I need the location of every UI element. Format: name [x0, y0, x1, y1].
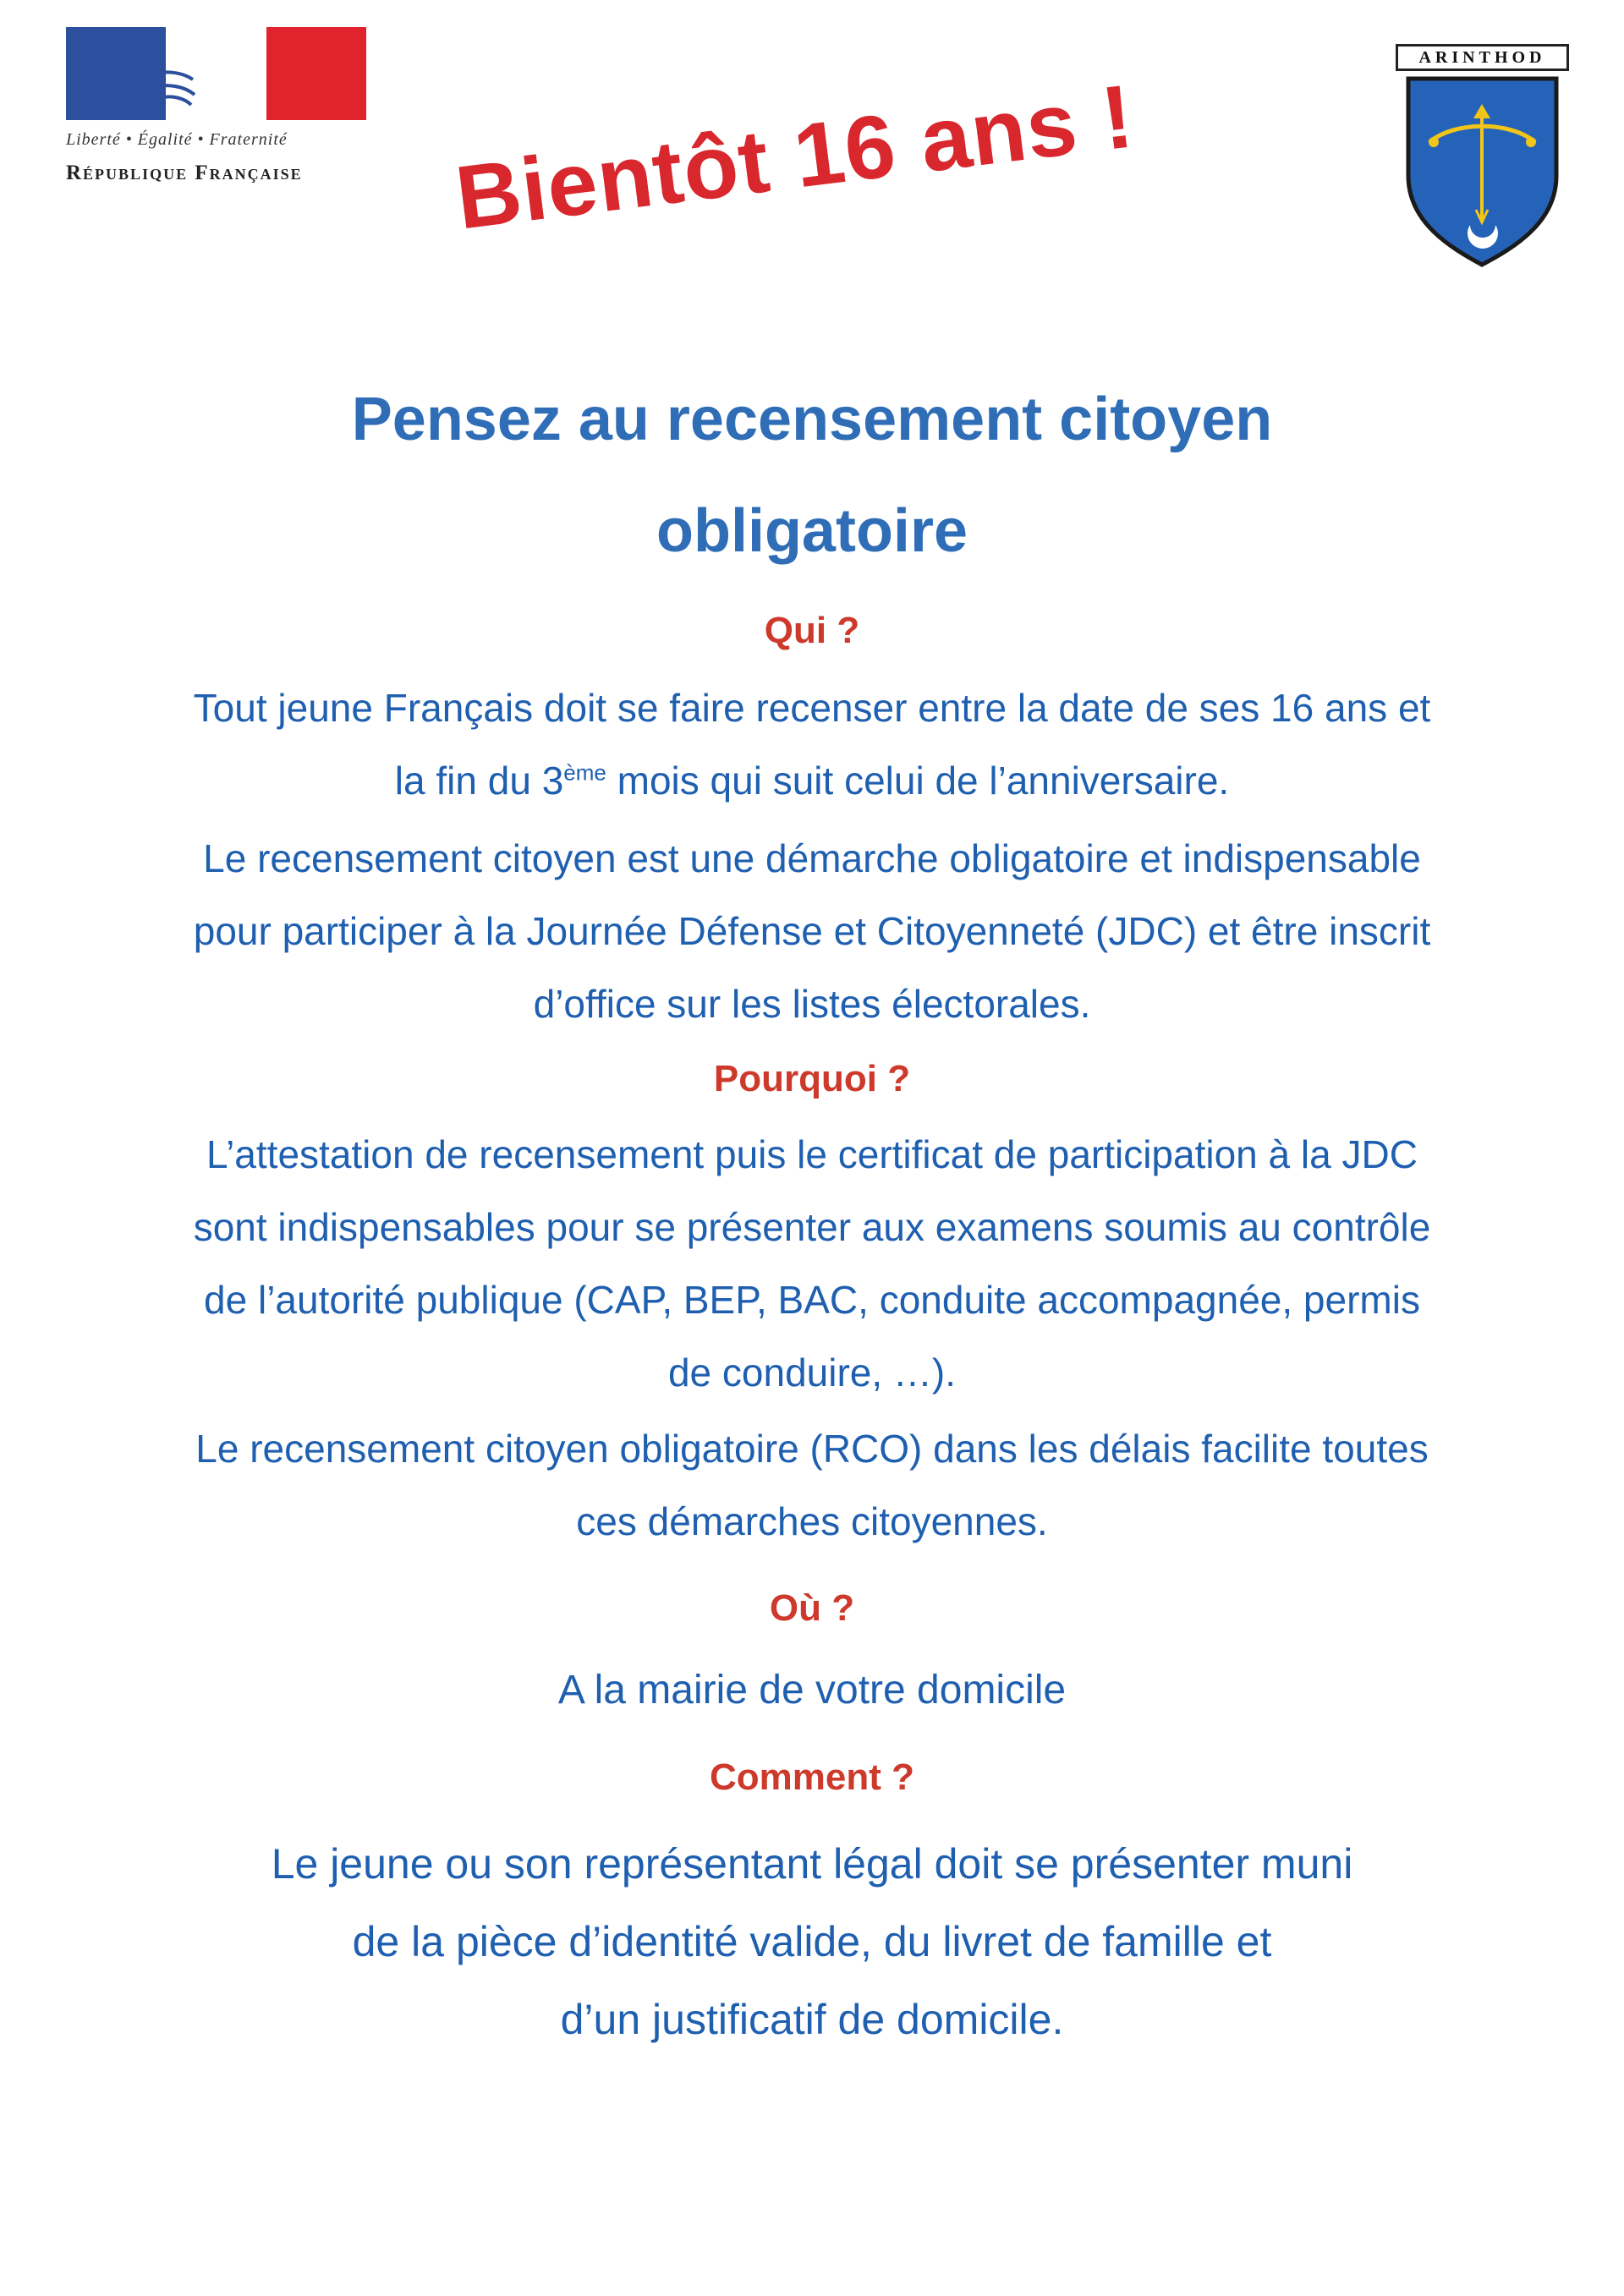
section-heading-qui: Qui ?	[764, 610, 860, 651]
section-heading-pourquoi: Pourquoi ?	[713, 1058, 911, 1099]
paragraph-ou: A la mairie de votre domicile	[557, 1668, 1067, 1712]
paragraph-line: de conduire, …).	[667, 1351, 957, 1395]
paragraph-pourquoi-2	[85, 1412, 1539, 1558]
paragraph-line: sont indispensables pour se présenter aux examens soumis au contrôle	[193, 1205, 1431, 1249]
arms-label: ARINTHOD	[1396, 44, 1569, 71]
paragraph-line: la fin du 3ème mois qui suit celui de l’anniversaire.	[394, 759, 1230, 803]
arinthod-coat-of-arms	[1396, 44, 1569, 269]
paragraph-line: Le recensement citoyen obligatoire (RCO) dans les délais facilite toutes	[195, 1427, 1429, 1471]
paragraph-qui-2	[85, 822, 1539, 1040]
paragraph-line: Le recensement citoyen est une démarche obligatoire et indispensable	[203, 836, 1421, 880]
headline: Bientôt 16 ans !	[450, 66, 1139, 249]
paragraph-line: de l’autorité publique (CAP, BEP, BAC, conduite accompagnée, permis	[204, 1278, 1420, 1322]
republique-francaise-logo	[66, 27, 370, 185]
main-content	[85, 364, 1539, 2058]
rf-name: République Française	[66, 162, 303, 184]
paragraph-line: de la pièce d’identité valide, du livret de famille et	[352, 1918, 1272, 1965]
paragraph-qui-1	[85, 671, 1539, 817]
title-line-2: obligatoire	[656, 497, 968, 565]
rf-motto: Liberté • Égalité • Fraternité	[66, 130, 288, 149]
paragraph-line: d’un justificatif de domicile.	[560, 1996, 1064, 2043]
paragraph-line: L’attestation de recensement puis le certificat de participation à la JDC	[206, 1132, 1418, 1176]
paragraph-pourquoi-1	[85, 1118, 1539, 1409]
section-heading-comment: Comment ?	[710, 1756, 914, 1798]
title-line-1: Pensez au recensement citoyen	[351, 386, 1273, 453]
marianne-flag-icon	[66, 27, 366, 120]
paragraph-comment	[85, 1825, 1539, 2058]
shield-icon	[1396, 74, 1569, 269]
paragraph-line: Tout jeune Français doit se faire recenser entre la date de ses 16 ans et	[193, 686, 1431, 730]
paragraph-line: pour participer à la Journée Défense et Citoyenneté (JDC) et être inscrit	[193, 909, 1431, 953]
paragraph-line: Le jeune ou son représentant légal doit se présenter muni	[271, 1840, 1353, 1888]
paragraph-line: ces démarches citoyennes.	[576, 1499, 1048, 1543]
page-title	[85, 364, 1539, 587]
paragraph-line: d’office sur les listes électorales.	[533, 982, 1091, 1026]
section-heading-ou: Où ?	[769, 1587, 855, 1629]
